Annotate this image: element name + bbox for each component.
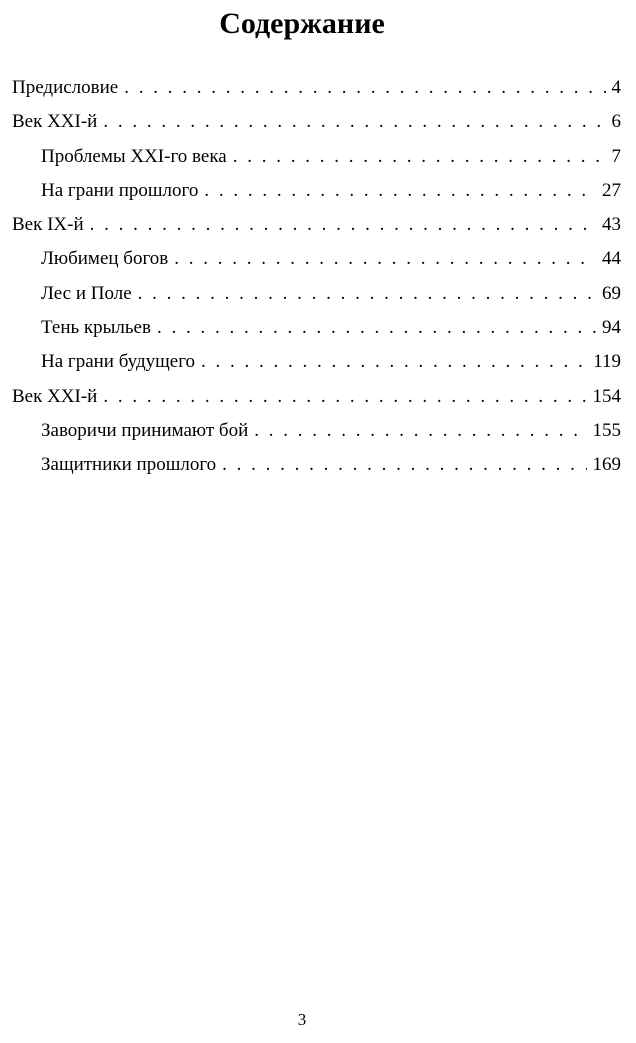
toc-entry-label: Любимец богов [41,248,169,270]
toc-dot-leader [174,244,596,274]
toc-entry-page: 7 [611,145,621,167]
toc-entry-page: 154 [592,385,621,407]
page-title: Содержание [219,7,385,40]
toc-entry [12,382,621,416]
toc-dot-leader [233,142,606,172]
toc-entry-label: Предисловие [12,77,119,98]
toc-dot-leader [124,73,605,103]
toc-dot-leader [157,313,596,343]
toc-subentry [12,416,621,450]
toc-subentry [12,176,621,210]
toc-entry-label: На грани будущего [41,351,196,373]
toc-entry [12,73,621,107]
toc-entry-page: 155 [592,419,621,441]
toc-entry-page: 43 [602,214,621,236]
toc-entry-label: Проблемы XXI-го века [41,145,227,167]
toc-subentry [12,279,621,313]
toc-entry-label: Заворичи принимают бой [41,419,249,441]
toc-subentry [12,313,621,347]
toc-subentry [12,450,621,484]
toc-subentry [12,347,621,381]
toc-entry-page: 6 [611,111,621,133]
toc-entry-label: Тень крыльев [41,317,151,339]
toc-entry-label: Век XXI-й [12,111,98,133]
toc-entry-page: 119 [593,351,621,373]
toc-entry-label: Защитники прошлого [41,454,217,476]
toc-entry-page: 169 [592,454,621,476]
toc-entry-label: Век IX-й [12,214,84,236]
toc-dot-leader [90,210,596,240]
toc-dot-leader [204,176,596,206]
toc-entry-label: На грани прошлого [41,179,199,201]
toc-entry-page: 27 [602,179,621,201]
toc-dot-leader [103,107,605,137]
toc-entry-page: 44 [602,248,621,270]
toc-entry-page: 94 [602,317,621,339]
toc-dot-leader [222,450,586,480]
toc-entry-label: Век XXI-й [12,385,98,407]
toc-entry-page: 69 [602,282,621,304]
toc-dot-leader [138,279,596,309]
toc-entry-page: 4 [611,77,621,98]
toc-entry [12,107,621,141]
page-number: 3 [297,1010,307,1029]
toc-subentry [12,142,621,176]
table-of-contents [12,73,621,485]
toc-entry-label: Лес и Поле [41,282,132,304]
toc-dot-leader [103,382,586,412]
toc-dot-leader [254,416,586,446]
toc-dot-leader [201,347,587,377]
toc-subentry [12,244,621,278]
toc-entry [12,210,621,244]
